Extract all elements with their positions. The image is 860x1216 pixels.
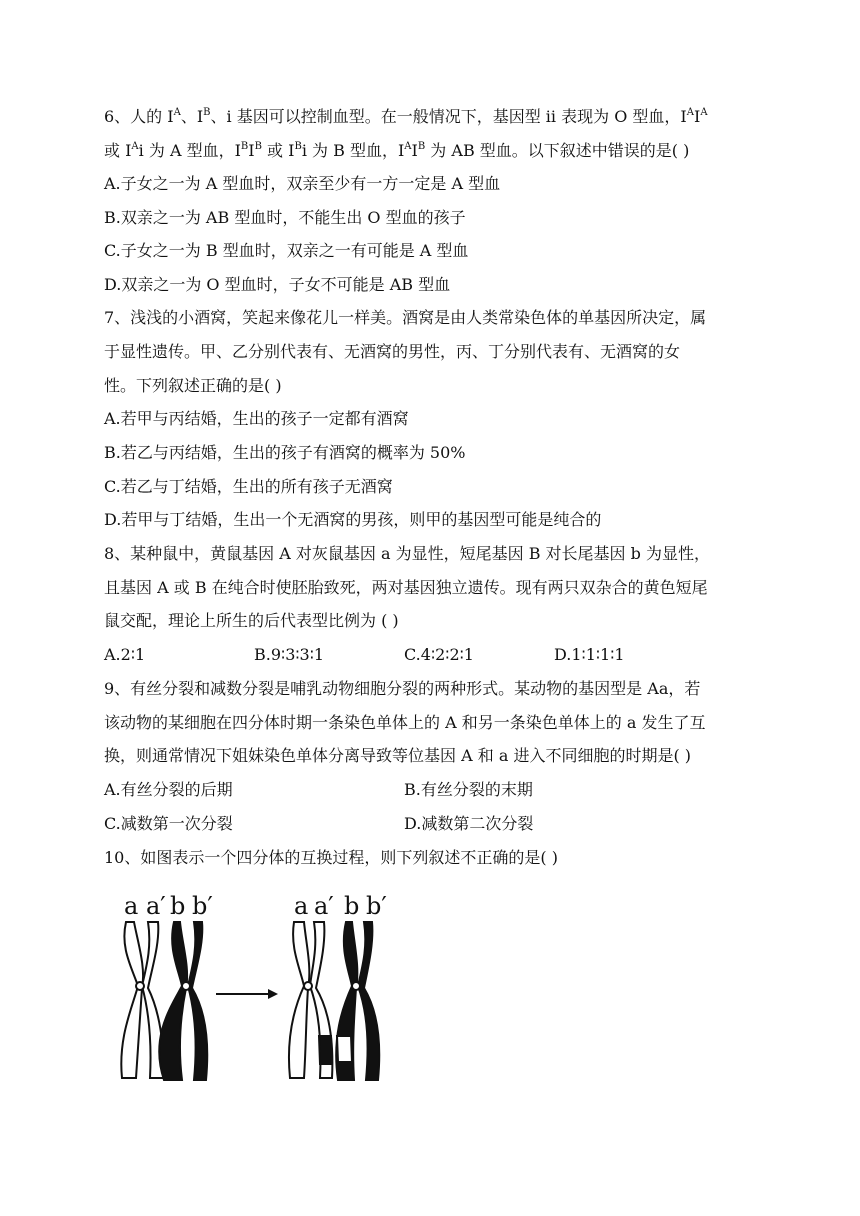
q9-option-b: B.有丝分裂的末期: [404, 780, 533, 799]
left-white-centromere: [136, 982, 144, 990]
left-black-centromere: [182, 982, 190, 990]
q8-option-a: A.2∶1: [104, 645, 146, 664]
arrow-icon: [216, 989, 278, 999]
label-right-b: b: [344, 892, 360, 920]
right-white-centromere: [304, 982, 312, 990]
label-left-b-prime: b′: [192, 892, 213, 920]
q6-stem-line2: 或 $I^Ai$ 为 A 型血，$I^BI^B$ 或 $I^Bi$ 为 B 型血，$I^AI^B$ 为 AB 型血。以下叙述中错误的是( ): [104, 141, 690, 160]
q9-stem-line2: 该动物的某细胞在四分体时期一条染色单体上的 A 和另一条染色单体上的 a 发生了互: [104, 713, 706, 732]
q8-option-b: B.9∶3∶3∶1: [254, 645, 325, 664]
q9-option-c: C.减数第一次分裂: [104, 814, 233, 833]
right-black-centromere: [352, 982, 360, 990]
label-left-a-prime: a′: [146, 892, 166, 920]
q7-option-b: B.若乙与丙结婚，生出的孩子有酒窝的概率为 50%: [104, 443, 466, 462]
right-white-chromosome: [289, 922, 332, 1078]
q9-option-a: A.有丝分裂的后期: [104, 780, 233, 799]
q7-stem-line2: 于显性遗传。甲、乙分别代表有、无酒窝的男性，丙、丁分别代表有、无酒窝的女: [104, 342, 681, 361]
q8-stem-line2: 且基因 A 或 B 在纯合时使胚胎致死，两对基因独立遗传。现有两只双杂合的黄色短尾: [104, 578, 708, 597]
label-left-a: a: [124, 892, 139, 920]
label-right-a: a: [294, 892, 309, 920]
q8-stem-line3: 鼠交配，理论上所生的后代表型比例为 ( ): [104, 611, 399, 630]
q7-option-c: C.若乙与丁结婚，生出的所有孩子无酒窝: [104, 477, 393, 496]
left-black-chromosome: [159, 922, 207, 1080]
q8-option-d: D.1∶1∶1∶1: [554, 645, 625, 664]
q6-option-a: A.子女之一为 A 型血时，双亲至少有一方一定是 A 型血: [104, 174, 501, 193]
q8-option-c: C.4∶2∶2∶1: [404, 645, 474, 664]
right-black-chromosome: [336, 922, 379, 1080]
q7-option-d: D.若甲与丁结婚，生出一个无酒窝的男孩，则甲的基因型可能是纯合的: [104, 510, 602, 529]
q9-stem-line3: 换，则通常情况下姐妹染色单体分离导致等位基因 A 和 a 进入不同细胞的时期是( ): [104, 746, 692, 765]
q6-option-d: D.双亲之一为 O 型血时，子女不可能是 AB 型血: [104, 275, 451, 294]
label-right-b-prime: b′: [366, 892, 387, 920]
q9-stem-line1: 9、有丝分裂和减数分裂是哺乳动物细胞分裂的两种形式。某动物的基因型是 Aa，若: [104, 679, 701, 698]
q6-stem-line1: 6、人的 $I^A$、$I^B$、i 基因可以控制血型。在一般情况下，基因型 ii 表现为 O 型血，$I^AI^A$: [104, 107, 708, 126]
q7-option-a: A.若甲与丙结婚，生出的孩子一定都有酒窝: [104, 409, 409, 428]
q6-option-b: B.双亲之一为 AB 型血时，不能生出 O 型血的孩子: [104, 208, 466, 227]
q6-option-c: C.子女之一为 B 型血时，双亲之一有可能是 A 型血: [104, 241, 469, 260]
q7-stem-line3: 性。下列叙述正确的是( ): [104, 376, 282, 395]
q7-stem-line1: 7、浅浅的小酒窝，笑起来像花儿一样美。酒窝是由人类常染色体的单基因所决定，属: [104, 308, 707, 327]
q9-option-d: D.减数第二次分裂: [404, 814, 534, 833]
label-left-b: b: [170, 892, 186, 920]
label-right-a-prime: a′: [314, 892, 334, 920]
left-white-chromosome: [121, 922, 164, 1078]
q10-stem-line1: 10、如图表示一个四分体的互换过程，则下列叙述不正确的是( ): [104, 848, 558, 867]
tetrad-crossover-figure: [108, 888, 398, 1088]
q8-stem-line1: 8、某种鼠中，黄鼠基因 A 对灰鼠基因 a 为显性，短尾基因 B 对长尾基因 b 为显性，: [104, 544, 710, 563]
